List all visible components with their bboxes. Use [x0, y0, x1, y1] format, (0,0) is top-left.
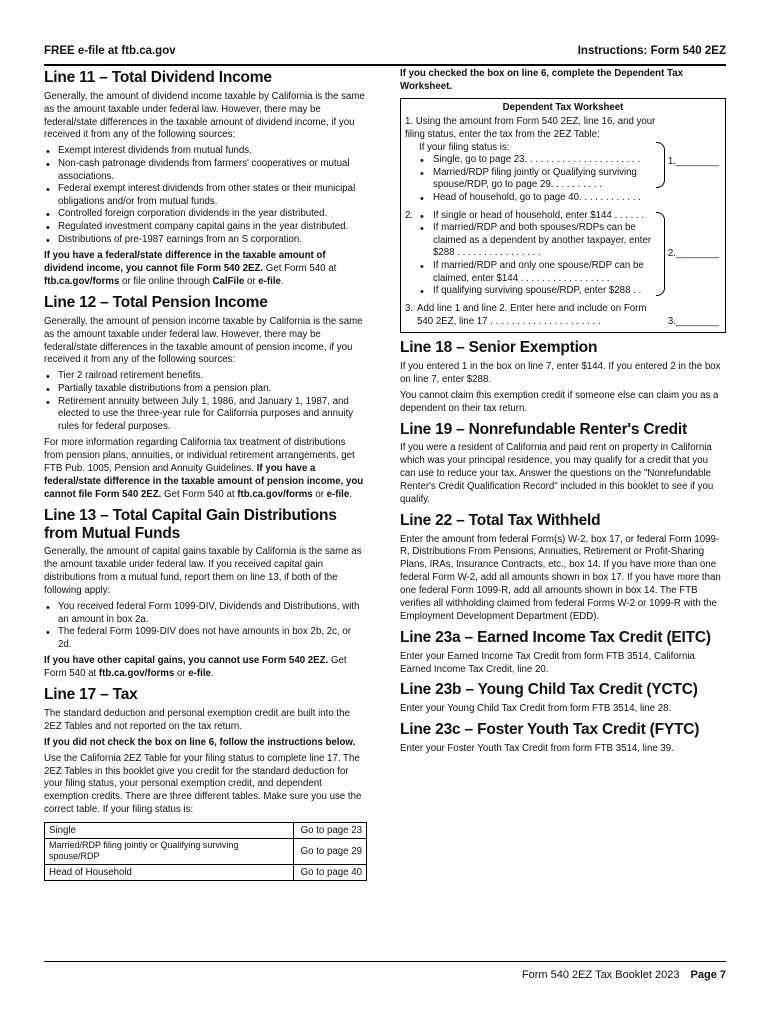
row-text: Using the amount from Form 540 2EZ, line 16, and your filing status, enter the tax from the 2EZ Table:: [405, 116, 656, 140]
table-cell-page: Go to page 23: [294, 823, 367, 839]
list-item: • If married/RDP and only one spouse/RDP can be claimed, enter $144 . . . . . . . . . . . . . . . . .: [405, 260, 657, 285]
list-item: • Distributions of pre-1987 earnings from an S corporation.: [58, 234, 367, 247]
line11-note-text: Get Form 540 at: [263, 263, 337, 275]
list-item: • If single or head of household, enter $144 . . . . . .: [405, 210, 657, 223]
header-efile-note: FREE e-file at ftb.ca.gov: [44, 45, 176, 57]
line12-more-bold: If you have a federal/state difference in the taxable amount of pension income, you cannot file Form 540 2EZ.: [44, 463, 364, 500]
footer-booklet-title: Form 540 2EZ Tax Booklet 2023: [521, 969, 680, 981]
line18-p2: You cannot claim this exemption credit if someone else can claim you as a dependent on their tax return.: [400, 389, 719, 414]
list-item: • You received federal Form 1099-DIV, Dividends and Distributions, with an amount in box 2a.: [58, 601, 367, 626]
line23c-p1: Enter your Foster Youth Tax Credit from form FTB 3514, line 39.: [400, 742, 674, 754]
table-cell-page: Go to page 40: [294, 864, 367, 880]
right-column: [400, 64, 726, 759]
line12-more-text: For more information regarding California tax treatment of distributions from pension plans, annuities, or individual retirement arrangements, get FTB Pub. 1005, Pension and Annuity Guidelines.: [44, 437, 355, 475]
calfile-link[interactable]: CalFile: [212, 276, 245, 288]
list-item: • The federal Form 1099-DIV does not have amounts in box 2b, 2c, or 2d.: [58, 626, 367, 651]
list-item: • Married/RDP filing jointly or Qualifying surviving spouse/RDP, go to page 29. . . . . . . . . .: [405, 167, 657, 192]
line22-heading: Line 22 – Total Tax Withheld: [400, 511, 601, 529]
page-header: [44, 44, 726, 66]
line23b-heading: Line 23b – Young Child Tax Credit (YCTC): [400, 681, 698, 699]
line17-p2: [44, 737, 367, 750]
line19-p1: If you were a resident of California and paid rent on property in California which was your principal residence, you may qualify for a credit that you can use to reduce your tax. Answer the questions on the "Nonrefundable Renter's Credit Qualification Record" included in this booklet to see if you qualify.: [400, 442, 714, 505]
row2-brace: [656, 212, 665, 296]
line11-note-or: or: [244, 276, 259, 288]
row1-entry-line: 1.________: [667, 156, 719, 168]
line12-intro: Generally, the amount of pension income taxable by California is the same as the amount taxable under federal law. However, there may be federal/state differences in the taxable amount of pension income, if you received it from any of the following sources:: [44, 315, 363, 366]
list-item: • Controlled foreign corporation dividends in the year distributed.: [58, 208, 367, 221]
line12-more-or: or: [312, 488, 327, 500]
line11-note-bold: If you have a federal/state difference in the taxable amount of dividend income, you cannot file Form 540 2EZ.: [44, 250, 326, 275]
worksheet-intro: If you checked the box on line 6, complete the Dependent Tax Worksheet.: [400, 68, 683, 92]
line13-note-end: .: [210, 668, 214, 680]
list-item: • Non-cash patronage dividends from farmers' cooperatives or mutual associations.: [58, 158, 367, 183]
table-row: [45, 839, 367, 865]
line12-more-end: .: [349, 488, 352, 500]
list-item: • If married/RDP and both spouses/RDPs can be claimed as a dependent by another taxpayer, enter $288 . . . . . . . . . . . . . . . .: [405, 222, 657, 260]
left-column: [44, 64, 367, 881]
dependent-tax-worksheet: [400, 98, 726, 333]
line23a-heading: Line 23a – Earned Income Tax Credit (EITC): [400, 628, 711, 646]
efile-link[interactable]: e-file: [326, 488, 350, 500]
efile-link[interactable]: e-file: [258, 276, 281, 288]
line11-heading: Line 11 – Total Dividend Income: [44, 69, 272, 86]
line13-note: [44, 655, 367, 681]
worksheet-row-1: [405, 116, 721, 204]
line13-list: [44, 601, 367, 651]
list-item: • If qualifying surviving spouse/RDP, enter $288 . .: [405, 285, 657, 298]
forms-link[interactable]: ftb.ca.gov/forms: [98, 668, 175, 680]
line11-intro: Generally, the amount of dividend income taxable by California is the same as the amount taxable under federal law. However, there may be federal/state differences in the taxable amount of dividend income, if you received it from any of the following sources:: [44, 90, 365, 141]
line13-intro: Generally, the amount of capital gains taxable by California is the same as the amount taxable under federal law. If you received capital gain distributions from a mutual fund, report them on line 13, if both of the following apply:: [44, 546, 362, 597]
forms-link[interactable]: ftb.ca.gov/forms: [237, 488, 313, 500]
table-row: [45, 823, 367, 839]
row-number: 3.: [405, 302, 414, 314]
filing-status-table: [44, 822, 367, 881]
line11-note-mid: or file online through: [119, 276, 213, 288]
line17-heading: Line 17 – Tax: [44, 686, 138, 704]
line11-note: [44, 250, 367, 289]
line12-heading: Line 12 – Total Pension Income: [44, 293, 268, 311]
table-cell-status: Head of Household: [45, 864, 294, 880]
line13-note-or: or: [174, 668, 189, 680]
line17-p3: Use the California 2EZ Table for your filing status to complete line 17. The 2EZ Tables in this booklet give you credit for the standard deduction for your filing status, your personal exemption credit, and dependent exemption credits. There are three different tables. Make sure you use the correct table. If your filing status is:: [44, 752, 362, 816]
list-item: • Tier 2 railroad retirement benefits.: [58, 370, 367, 383]
line17-p2-bold: If you did not check the box on line 6, follow the instructions below.: [44, 736, 356, 748]
line22-p1: Enter the amount from federal Form(s) W-2, box 17, or federal Form 1099-R, Distributions From Pensions, Annuities, Retirement or Profit-Sharing Plans, IRAs, Insurance Contracts, etc., box 14. If you have more than one federal Form W-2, add all amounts shown in box 17. If you have more than one federal Form 1099-R, add all amounts shown in box 14. The FTB verifies all withholding claimed from federal Forms W-2 or 1099-R with the Employment Development Department (EDD).: [400, 533, 721, 622]
efile-link[interactable]: e-file: [188, 668, 211, 680]
line13-note-bold: If you have other capital gains, you cannot use Form 540 2EZ.: [44, 655, 329, 667]
list-item: • Head of household, go to page 40. . . . . . . . . . . .: [405, 192, 657, 205]
row-number: 1.: [405, 116, 414, 128]
list-item: • Exempt interest dividends from mutual funds.: [58, 145, 367, 158]
list-item: • Federal exempt interest dividends from other states or their municipal obligations and/or from mutual funds.: [58, 183, 367, 208]
line17-p1: The standard deduction and personal exemption credit are built into the 2EZ Tables and not reported on the tax return.: [44, 708, 350, 732]
list-item: • Partially taxable distributions from a pension plan.: [58, 383, 367, 396]
line13-heading: Line 13 – Total Capital Gain Distributions from Mutual Funds: [44, 506, 337, 542]
list-item: • Regulated investment company capital gains in the year distributed.: [58, 221, 367, 234]
line23b-p1: Enter your Young Child Tax Credit from form FTB 3514, line 28.: [400, 703, 672, 715]
row1-brace: [656, 142, 665, 188]
line11-note-end: .: [280, 276, 284, 288]
worksheet-row-3: [405, 303, 721, 328]
line12-more: [44, 437, 367, 501]
table-cell-status: Single: [45, 823, 294, 839]
row3-entry-line: 3.________: [667, 315, 719, 327]
worksheet-title: Dependent Tax Worksheet: [502, 101, 624, 113]
footer-page-number: Page 7: [690, 969, 726, 981]
row-if-label: If your filing status is:: [419, 141, 510, 153]
line23c-heading: Line 23c – Foster Youth Tax Credit (FYTC): [400, 721, 700, 739]
row-number: 2.: [405, 209, 414, 221]
line12-list: [44, 370, 367, 433]
table-cell-page: Go to page 29: [294, 839, 367, 865]
line18-heading: Line 18 – Senior Exemption: [400, 339, 598, 357]
line19-heading: Line 19 – Nonrefundable Renter's Credit: [400, 420, 688, 438]
table-cell-status: Married/RDP filing jointly or Qualifying surviving spouse/RDP: [45, 839, 294, 865]
table-row: [45, 864, 367, 880]
line11-list: [44, 145, 367, 246]
list-item: • Single, go to page 23. . . . . . . . . . . . . . . . . . . . . .: [405, 154, 657, 167]
worksheet-row-2: [405, 210, 721, 298]
header-form-title: Instructions: Form 540 2EZ: [577, 45, 726, 57]
row2-entry-line: 2.________: [667, 247, 719, 259]
line12-more-rest: Get Form 540 at: [161, 488, 238, 500]
page-footer: [44, 961, 726, 981]
forms-link[interactable]: ftb.ca.gov/forms: [44, 276, 120, 288]
line18-p1: If you entered 1 in the box on line 7, enter $144. If you entered 2 in the box on line 7, enter $288.: [400, 360, 721, 385]
row-text: Add line 1 and line 2. Enter here and include on Form 540 2EZ, line 17 . . . . . . . . . . . . . . . . . . . . .: [417, 302, 647, 327]
list-item: • Retirement annuity between July 1, 1986, and January 1, 1987, and elected to use the three-year rule for California purposes and annuity rules for federal purposes.: [58, 396, 367, 434]
line13-note-text: Get Form 540 at: [44, 655, 347, 680]
line23a-p1: Enter your Earned Income Tax Credit from form FTB 3514, California Earned Income Tax Credit, line 20.: [400, 650, 695, 675]
